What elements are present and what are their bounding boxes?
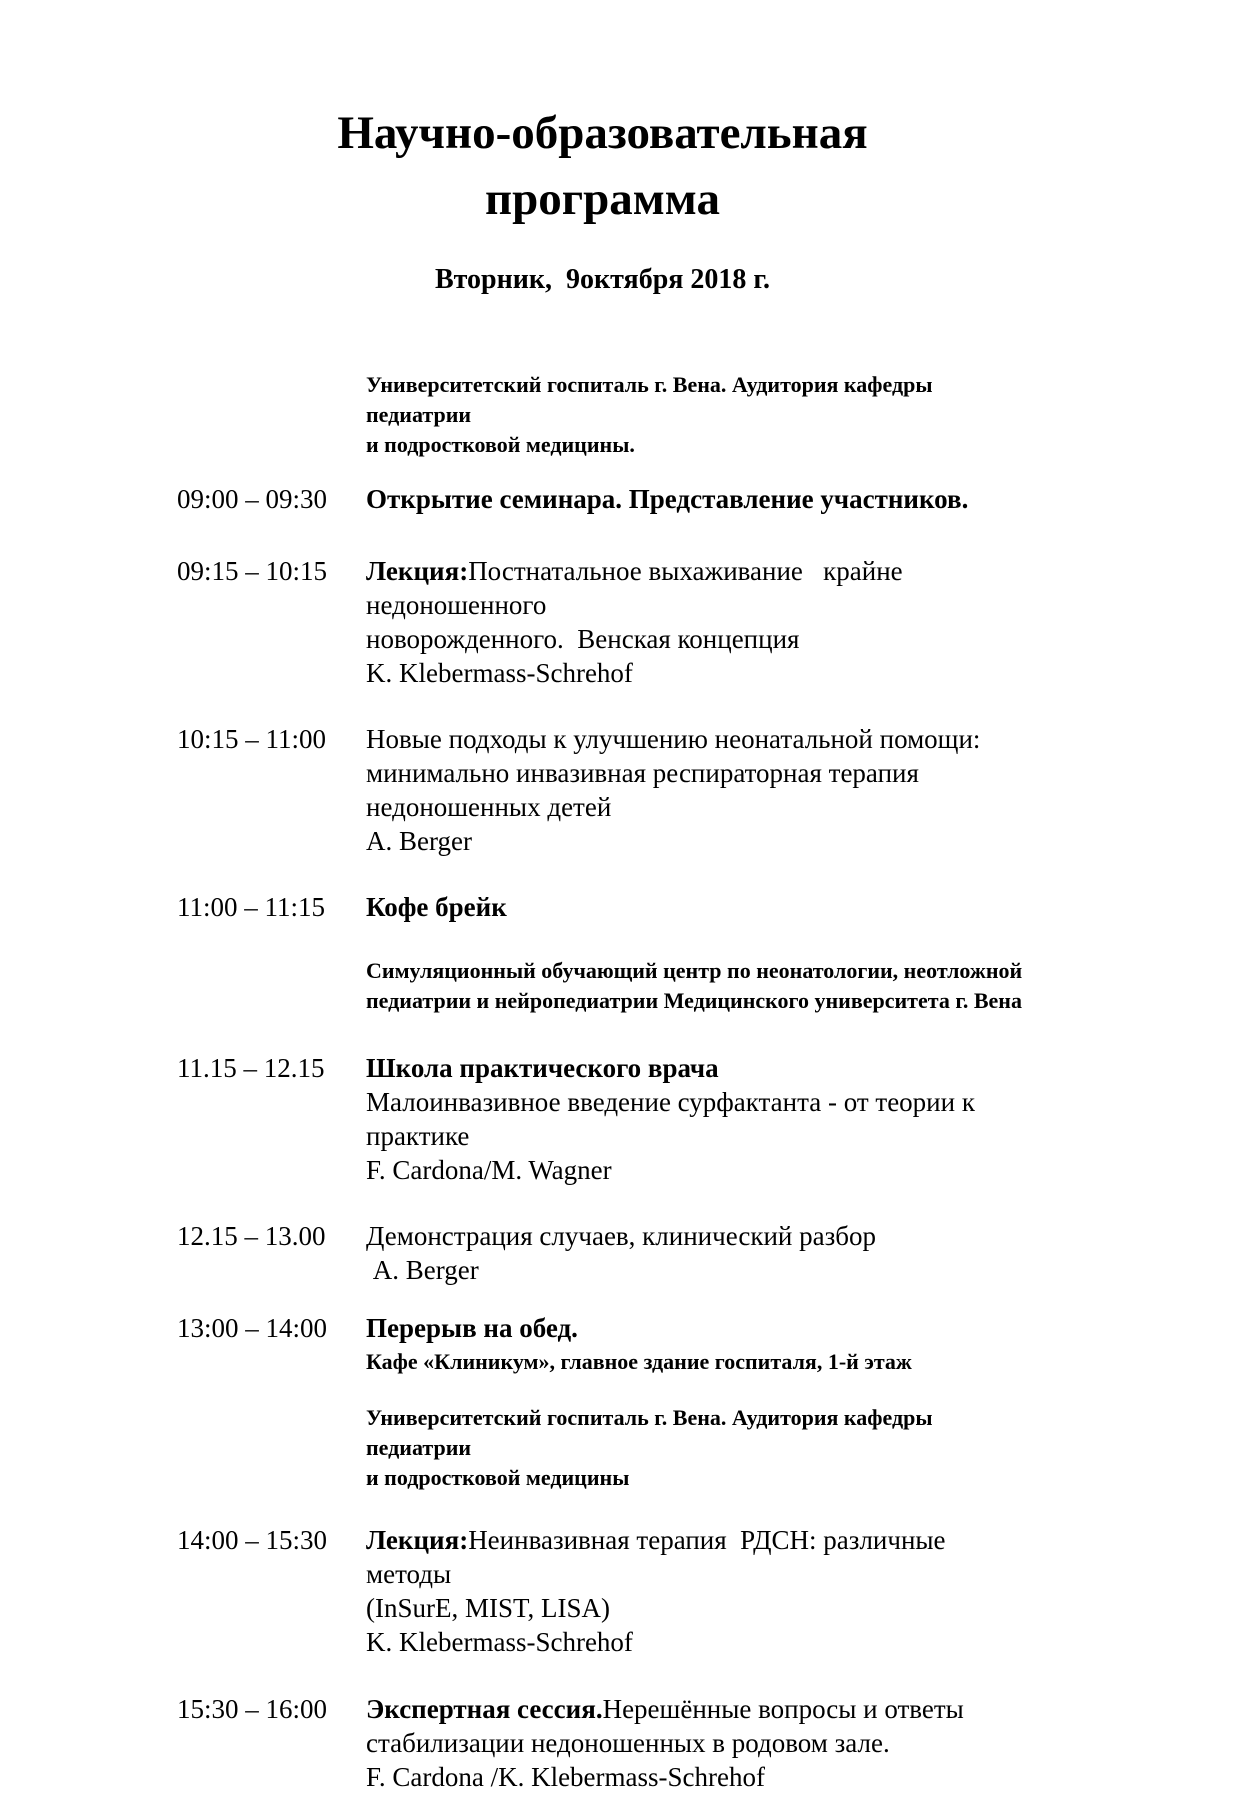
event-line: Малоинвазивное введение сурфактанта - от теории к практике bbox=[366, 1087, 982, 1151]
venue-row bbox=[177, 1403, 1028, 1493]
event-title-line bbox=[366, 554, 1028, 622]
schedule-row bbox=[177, 482, 1028, 516]
event-line: недоношенных детей bbox=[366, 792, 612, 822]
venue-line: и подростковой медицины. bbox=[366, 432, 635, 457]
event-title-line bbox=[366, 1523, 1028, 1591]
event-content bbox=[366, 1219, 1028, 1287]
event-title: Школа практического врача bbox=[366, 1053, 719, 1083]
schedule-row bbox=[177, 1692, 1028, 1794]
venue-heading bbox=[366, 1403, 1028, 1493]
schedule-row bbox=[177, 890, 1028, 924]
event-title-line bbox=[366, 1311, 1028, 1345]
time-range: 14:00 – 15:30 bbox=[177, 1525, 328, 1555]
event-content bbox=[366, 890, 1028, 924]
event-title-line bbox=[366, 1692, 1028, 1726]
schedule-row bbox=[177, 722, 1028, 858]
time-range: 12.15 – 13.00 bbox=[177, 1221, 326, 1251]
venue-heading bbox=[366, 956, 1028, 1016]
event-content bbox=[366, 1523, 1028, 1659]
time-range: 11.15 – 12.15 bbox=[177, 1053, 325, 1083]
event-line: (InSurE, MIST, LISA) bbox=[366, 1593, 610, 1623]
event-label: Экспертная сессия. bbox=[366, 1694, 603, 1724]
event-label: Лекция: bbox=[366, 556, 469, 586]
event-text: Постнатальное выхаживание крайне недоношенного bbox=[366, 556, 910, 620]
event-content bbox=[366, 482, 1028, 516]
event-line: новорожденного. Венская концепция bbox=[366, 624, 800, 654]
event-title: Открытие семинара. Представление участников. bbox=[366, 484, 969, 514]
speaker-line: K. Klebermass-Schrehof bbox=[366, 658, 633, 688]
event-content bbox=[366, 1051, 1028, 1187]
venue-line: Симуляционный обучающий центр по неонатологии, неотложной bbox=[366, 958, 1023, 983]
time-range: 09:00 – 09:30 bbox=[177, 484, 328, 514]
venue-line: педиатрии и нейропедиатрии Медицинского университета г. Вена bbox=[366, 988, 1022, 1013]
event-line: стабилизации недоношенных в родовом зале. bbox=[366, 1728, 890, 1758]
schedule-row bbox=[177, 1219, 1028, 1287]
event-line: Демонстрация случаев, клинический разбор bbox=[366, 1221, 876, 1251]
event-content bbox=[366, 554, 1028, 690]
event-title-line bbox=[366, 1051, 1028, 1085]
event-title-line bbox=[366, 482, 1028, 516]
event-location-line: Кафе «Клиникум», главное здание госпиталя, 1-й этаж bbox=[366, 1349, 912, 1374]
event-title: Кофе брейк bbox=[366, 892, 507, 922]
venue-line: и подростковой медицины bbox=[366, 1465, 630, 1490]
date-heading: Вторник, 9октября 2018 г. bbox=[435, 264, 770, 295]
venue-heading bbox=[366, 370, 1028, 460]
venue-line: Университетский госпиталь г. Вена. Аудитория кафедры педиатрии bbox=[366, 1405, 938, 1460]
speaker-line: A. Berger bbox=[366, 1255, 479, 1285]
time-range: 09:15 – 10:15 bbox=[177, 556, 328, 586]
schedule-row bbox=[177, 1311, 1028, 1379]
event-content bbox=[366, 722, 1028, 858]
event-label: Лекция: bbox=[366, 1525, 469, 1555]
page-title bbox=[177, 100, 1028, 232]
event-line: Новые подходы к улучшению неонатальной помощи: bbox=[366, 724, 981, 754]
speaker-line: F. Cardona /K. Klebermass-Schrehof bbox=[366, 1762, 765, 1792]
schedule-row bbox=[177, 1051, 1028, 1187]
time-range: 11:00 – 11:15 bbox=[177, 892, 325, 922]
event-content bbox=[366, 1692, 1028, 1794]
page-title-line2: программа bbox=[485, 173, 720, 225]
time-range: 13:00 – 14:00 bbox=[177, 1313, 328, 1343]
venue-line: Университетский госпиталь г. Вена. Аудитория кафедры педиатрии bbox=[366, 372, 938, 427]
venue-row bbox=[177, 956, 1028, 1016]
speaker-line: A. Berger bbox=[366, 826, 472, 856]
event-line: минимально инвазивная респираторная терапия bbox=[366, 758, 919, 788]
schedule-row bbox=[177, 1523, 1028, 1659]
schedule-row bbox=[177, 554, 1028, 690]
page-title-line1: Научно-образовательная bbox=[337, 107, 868, 159]
event-title-line bbox=[366, 890, 1028, 924]
time-range: 10:15 – 11:00 bbox=[177, 724, 327, 754]
venue-row bbox=[177, 370, 1028, 460]
event-text: Неинвазивная терапия РДСН: различные методы bbox=[366, 1525, 953, 1589]
event-content bbox=[366, 1311, 1028, 1379]
schedule bbox=[177, 370, 1028, 1794]
speaker-line: K. Klebermass-Schrehof bbox=[366, 1627, 633, 1657]
time-range: 15:30 – 16:00 bbox=[177, 1694, 328, 1724]
speaker-line: F. Cardona/M. Wagner bbox=[366, 1155, 612, 1185]
event-title: Перерыв на обед. bbox=[366, 1313, 578, 1343]
event-text: Нерешённые вопросы и ответы bbox=[602, 1694, 964, 1724]
